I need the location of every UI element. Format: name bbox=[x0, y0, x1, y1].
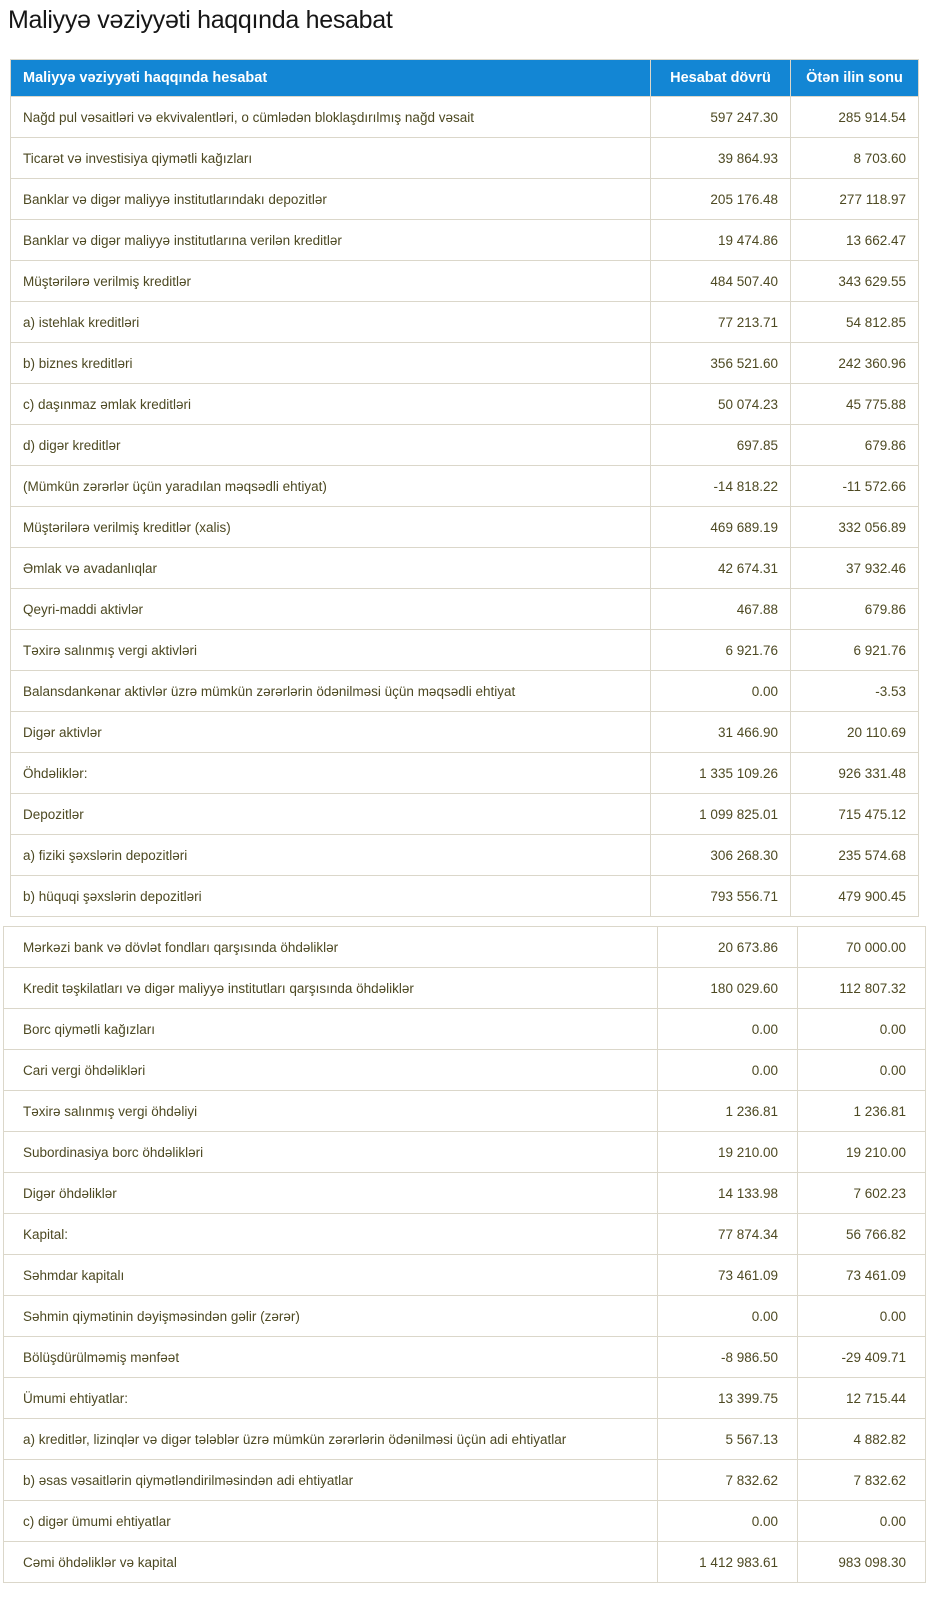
table-row bbox=[11, 97, 919, 138]
row-prior-year-value: 73 461.09 bbox=[798, 1255, 926, 1296]
row-prior-year-value: 242 360.96 bbox=[791, 343, 919, 384]
row-label: a) kreditlər, lizinqlər və digər tələblər üzrə mümkün zərərlərin ödənilməsi üçün adi ehtiyatlar bbox=[4, 1419, 658, 1460]
row-prior-year-value: 7 832.62 bbox=[798, 1460, 926, 1501]
table-row bbox=[11, 220, 919, 261]
row-prior-year-value: 112 807.32 bbox=[798, 968, 926, 1009]
table-row bbox=[11, 507, 919, 548]
row-prior-year-value: -11 572.66 bbox=[791, 466, 919, 507]
row-label: Öhdəliklər: bbox=[11, 753, 651, 794]
row-label: Depozitlər bbox=[11, 794, 651, 835]
row-label: Digər öhdəliklər bbox=[4, 1173, 658, 1214]
table-row bbox=[4, 1542, 926, 1583]
row-current-period-value: 42 674.31 bbox=[651, 548, 791, 589]
row-current-period-value: -14 818.22 bbox=[651, 466, 791, 507]
row-label: Əmlak və avadanlıqlar bbox=[11, 548, 651, 589]
table-row bbox=[4, 1255, 926, 1296]
row-current-period-value: -8 986.50 bbox=[658, 1337, 798, 1378]
row-current-period-value: 5 567.13 bbox=[658, 1419, 798, 1460]
row-prior-year-value: 20 110.69 bbox=[791, 712, 919, 753]
row-prior-year-value: 0.00 bbox=[798, 1050, 926, 1091]
row-current-period-value: 77 874.34 bbox=[658, 1214, 798, 1255]
table-header-row bbox=[11, 60, 919, 97]
row-current-period-value: 469 689.19 bbox=[651, 507, 791, 548]
row-label: a) istehlak kreditləri bbox=[11, 302, 651, 343]
row-current-period-value: 13 399.75 bbox=[658, 1378, 798, 1419]
row-label: Nağd pul vəsaitləri və ekvivalentləri, o cümlədən bloklaşdırılmış nağd vəsait bbox=[11, 97, 651, 138]
table-row bbox=[11, 261, 919, 302]
table-row bbox=[11, 630, 919, 671]
table-row bbox=[4, 1091, 926, 1132]
table-row bbox=[11, 179, 919, 220]
row-current-period-value: 14 133.98 bbox=[658, 1173, 798, 1214]
table-row bbox=[4, 927, 926, 968]
row-current-period-value: 50 074.23 bbox=[651, 384, 791, 425]
row-label: Ticarət və investisiya qiymətli kağızları bbox=[11, 138, 651, 179]
table-row bbox=[11, 343, 919, 384]
row-label: b) hüquqi şəxslərin depozitləri bbox=[11, 876, 651, 917]
row-current-period-value: 6 921.76 bbox=[651, 630, 791, 671]
row-prior-year-value: 56 766.82 bbox=[798, 1214, 926, 1255]
row-label: b) biznes kreditləri bbox=[11, 343, 651, 384]
row-current-period-value: 597 247.30 bbox=[651, 97, 791, 138]
row-prior-year-value: 277 118.97 bbox=[791, 179, 919, 220]
row-prior-year-value: 332 056.89 bbox=[791, 507, 919, 548]
table-header-title: Maliyyə vəziyyəti haqqında hesabat bbox=[11, 60, 651, 97]
row-current-period-value: 39 864.93 bbox=[651, 138, 791, 179]
row-label: Qeyri-maddi aktivlər bbox=[11, 589, 651, 630]
row-current-period-value: 0.00 bbox=[658, 1296, 798, 1337]
table-row bbox=[11, 302, 919, 343]
row-label: Balansdankənar aktivlər üzrə mümkün zərərlərin ödənilməsi üçün məqsədli ehtiyat bbox=[11, 671, 651, 712]
row-prior-year-value: 0.00 bbox=[798, 1009, 926, 1050]
row-label: Müştərilərə verilmiş kreditlər (xalis) bbox=[11, 507, 651, 548]
row-prior-year-value: 4 882.82 bbox=[798, 1419, 926, 1460]
table-row bbox=[4, 1460, 926, 1501]
row-label: Təxirə salınmış vergi öhdəliyi bbox=[4, 1091, 658, 1132]
row-prior-year-value: 679.86 bbox=[791, 589, 919, 630]
row-current-period-value: 73 461.09 bbox=[658, 1255, 798, 1296]
row-label: Digər aktivlər bbox=[11, 712, 651, 753]
row-label: Banklar və digər maliyyə institutlarına verilən kreditlər bbox=[11, 220, 651, 261]
table-row bbox=[11, 835, 919, 876]
row-current-period-value: 0.00 bbox=[658, 1009, 798, 1050]
row-current-period-value: 0.00 bbox=[658, 1050, 798, 1091]
row-label: Səhmdar kapitalı bbox=[4, 1255, 658, 1296]
row-current-period-value: 1 099 825.01 bbox=[651, 794, 791, 835]
row-prior-year-value: 479 900.45 bbox=[791, 876, 919, 917]
row-prior-year-value: 679.86 bbox=[791, 425, 919, 466]
table-header-prior-year-end: Ötən ilin sonu bbox=[791, 60, 919, 97]
row-label: b) əsas vəsaitlərin qiymətləndirilməsindən adi ehtiyatlar bbox=[4, 1460, 658, 1501]
table-row bbox=[4, 1419, 926, 1460]
row-prior-year-value: 13 662.47 bbox=[791, 220, 919, 261]
row-current-period-value: 0.00 bbox=[651, 671, 791, 712]
row-label: (Mümkün zərərlər üçün yaradılan məqsədli ehtiyat) bbox=[11, 466, 651, 507]
table-row bbox=[4, 1132, 926, 1173]
row-current-period-value: 484 507.40 bbox=[651, 261, 791, 302]
table-row bbox=[4, 1337, 926, 1378]
row-current-period-value: 1 412 983.61 bbox=[658, 1542, 798, 1583]
row-prior-year-value: 8 703.60 bbox=[791, 138, 919, 179]
row-prior-year-value: 70 000.00 bbox=[798, 927, 926, 968]
liabilities-rows bbox=[4, 927, 926, 1583]
table-row bbox=[11, 384, 919, 425]
table-row bbox=[11, 876, 919, 917]
row-prior-year-value: 1 236.81 bbox=[798, 1091, 926, 1132]
table-row bbox=[4, 1296, 926, 1337]
row-label: Banklar və digər maliyyə institutlarındakı depozitlər bbox=[11, 179, 651, 220]
row-label: a) fiziki şəxslərin depozitləri bbox=[11, 835, 651, 876]
financial-position-table-lower bbox=[3, 926, 926, 1583]
row-current-period-value: 0.00 bbox=[658, 1501, 798, 1542]
row-prior-year-value: 235 574.68 bbox=[791, 835, 919, 876]
row-current-period-value: 467.88 bbox=[651, 589, 791, 630]
table-row bbox=[4, 1378, 926, 1419]
row-label: Borc qiymətli kağızları bbox=[4, 1009, 658, 1050]
table-row bbox=[11, 425, 919, 466]
financial-position-table-upper bbox=[10, 59, 919, 917]
table-row bbox=[11, 671, 919, 712]
row-current-period-value: 793 556.71 bbox=[651, 876, 791, 917]
row-current-period-value: 77 213.71 bbox=[651, 302, 791, 343]
row-prior-year-value: 45 775.88 bbox=[791, 384, 919, 425]
row-current-period-value: 31 466.90 bbox=[651, 712, 791, 753]
row-current-period-value: 180 029.60 bbox=[658, 968, 798, 1009]
row-label: Mərkəzi bank və dövlət fondları qarşısında öhdəliklər bbox=[4, 927, 658, 968]
row-prior-year-value: -29 409.71 bbox=[798, 1337, 926, 1378]
row-current-period-value: 356 521.60 bbox=[651, 343, 791, 384]
table-row bbox=[11, 466, 919, 507]
row-current-period-value: 19 210.00 bbox=[658, 1132, 798, 1173]
row-prior-year-value: 7 602.23 bbox=[798, 1173, 926, 1214]
row-prior-year-value: 0.00 bbox=[798, 1296, 926, 1337]
row-prior-year-value: 926 331.48 bbox=[791, 753, 919, 794]
row-current-period-value: 306 268.30 bbox=[651, 835, 791, 876]
row-prior-year-value: 12 715.44 bbox=[798, 1378, 926, 1419]
row-label: Kapital: bbox=[4, 1214, 658, 1255]
row-label: c) digər ümumi ehtiyatlar bbox=[4, 1501, 658, 1542]
table-row bbox=[11, 794, 919, 835]
row-label: Kredit təşkilatları və digər maliyyə institutları qarşısında öhdəliklər bbox=[4, 968, 658, 1009]
row-current-period-value: 19 474.86 bbox=[651, 220, 791, 261]
row-label: Subordinasiya borc öhdəlikləri bbox=[4, 1132, 658, 1173]
row-label: d) digər kreditlər bbox=[11, 425, 651, 466]
row-label: c) daşınmaz əmlak kreditləri bbox=[11, 384, 651, 425]
assets-rows bbox=[11, 97, 919, 917]
row-prior-year-value: 0.00 bbox=[798, 1501, 926, 1542]
table-row bbox=[4, 1173, 926, 1214]
row-current-period-value: 205 176.48 bbox=[651, 179, 791, 220]
row-current-period-value: 7 832.62 bbox=[658, 1460, 798, 1501]
row-label: Müştərilərə verilmiş kreditlər bbox=[11, 261, 651, 302]
row-prior-year-value: 6 921.76 bbox=[791, 630, 919, 671]
row-prior-year-value: 37 932.46 bbox=[791, 548, 919, 589]
row-label: Bölüşdürülməmiş mənfəət bbox=[4, 1337, 658, 1378]
page-title: Maliyyə vəziyyəti haqqında hesabat bbox=[8, 6, 393, 34]
row-current-period-value: 20 673.86 bbox=[658, 927, 798, 968]
row-prior-year-value: 343 629.55 bbox=[791, 261, 919, 302]
row-prior-year-value: 54 812.85 bbox=[791, 302, 919, 343]
row-current-period-value: 1 236.81 bbox=[658, 1091, 798, 1132]
table-header-current-period: Hesabat dövrü bbox=[651, 60, 791, 97]
row-label: Səhmin qiymətinin dəyişməsindən gəlir (zərər) bbox=[4, 1296, 658, 1337]
row-current-period-value: 1 335 109.26 bbox=[651, 753, 791, 794]
table-row bbox=[4, 1009, 926, 1050]
table-row bbox=[4, 1214, 926, 1255]
row-label: Cari vergi öhdəlikləri bbox=[4, 1050, 658, 1091]
table-row bbox=[4, 968, 926, 1009]
row-label: Cəmi öhdəliklər və kapital bbox=[4, 1542, 658, 1583]
table-row bbox=[11, 589, 919, 630]
row-label: Ümumi ehtiyatlar: bbox=[4, 1378, 658, 1419]
row-prior-year-value: 285 914.54 bbox=[791, 97, 919, 138]
table-row bbox=[4, 1050, 926, 1091]
table-row bbox=[11, 138, 919, 179]
row-prior-year-value: -3.53 bbox=[791, 671, 919, 712]
row-label: Təxirə salınmış vergi aktivləri bbox=[11, 630, 651, 671]
table-row bbox=[4, 1501, 926, 1542]
table-row bbox=[11, 712, 919, 753]
table-row bbox=[11, 548, 919, 589]
table-row bbox=[11, 753, 919, 794]
row-prior-year-value: 983 098.30 bbox=[798, 1542, 926, 1583]
row-prior-year-value: 715 475.12 bbox=[791, 794, 919, 835]
row-current-period-value: 697.85 bbox=[651, 425, 791, 466]
row-prior-year-value: 19 210.00 bbox=[798, 1132, 926, 1173]
